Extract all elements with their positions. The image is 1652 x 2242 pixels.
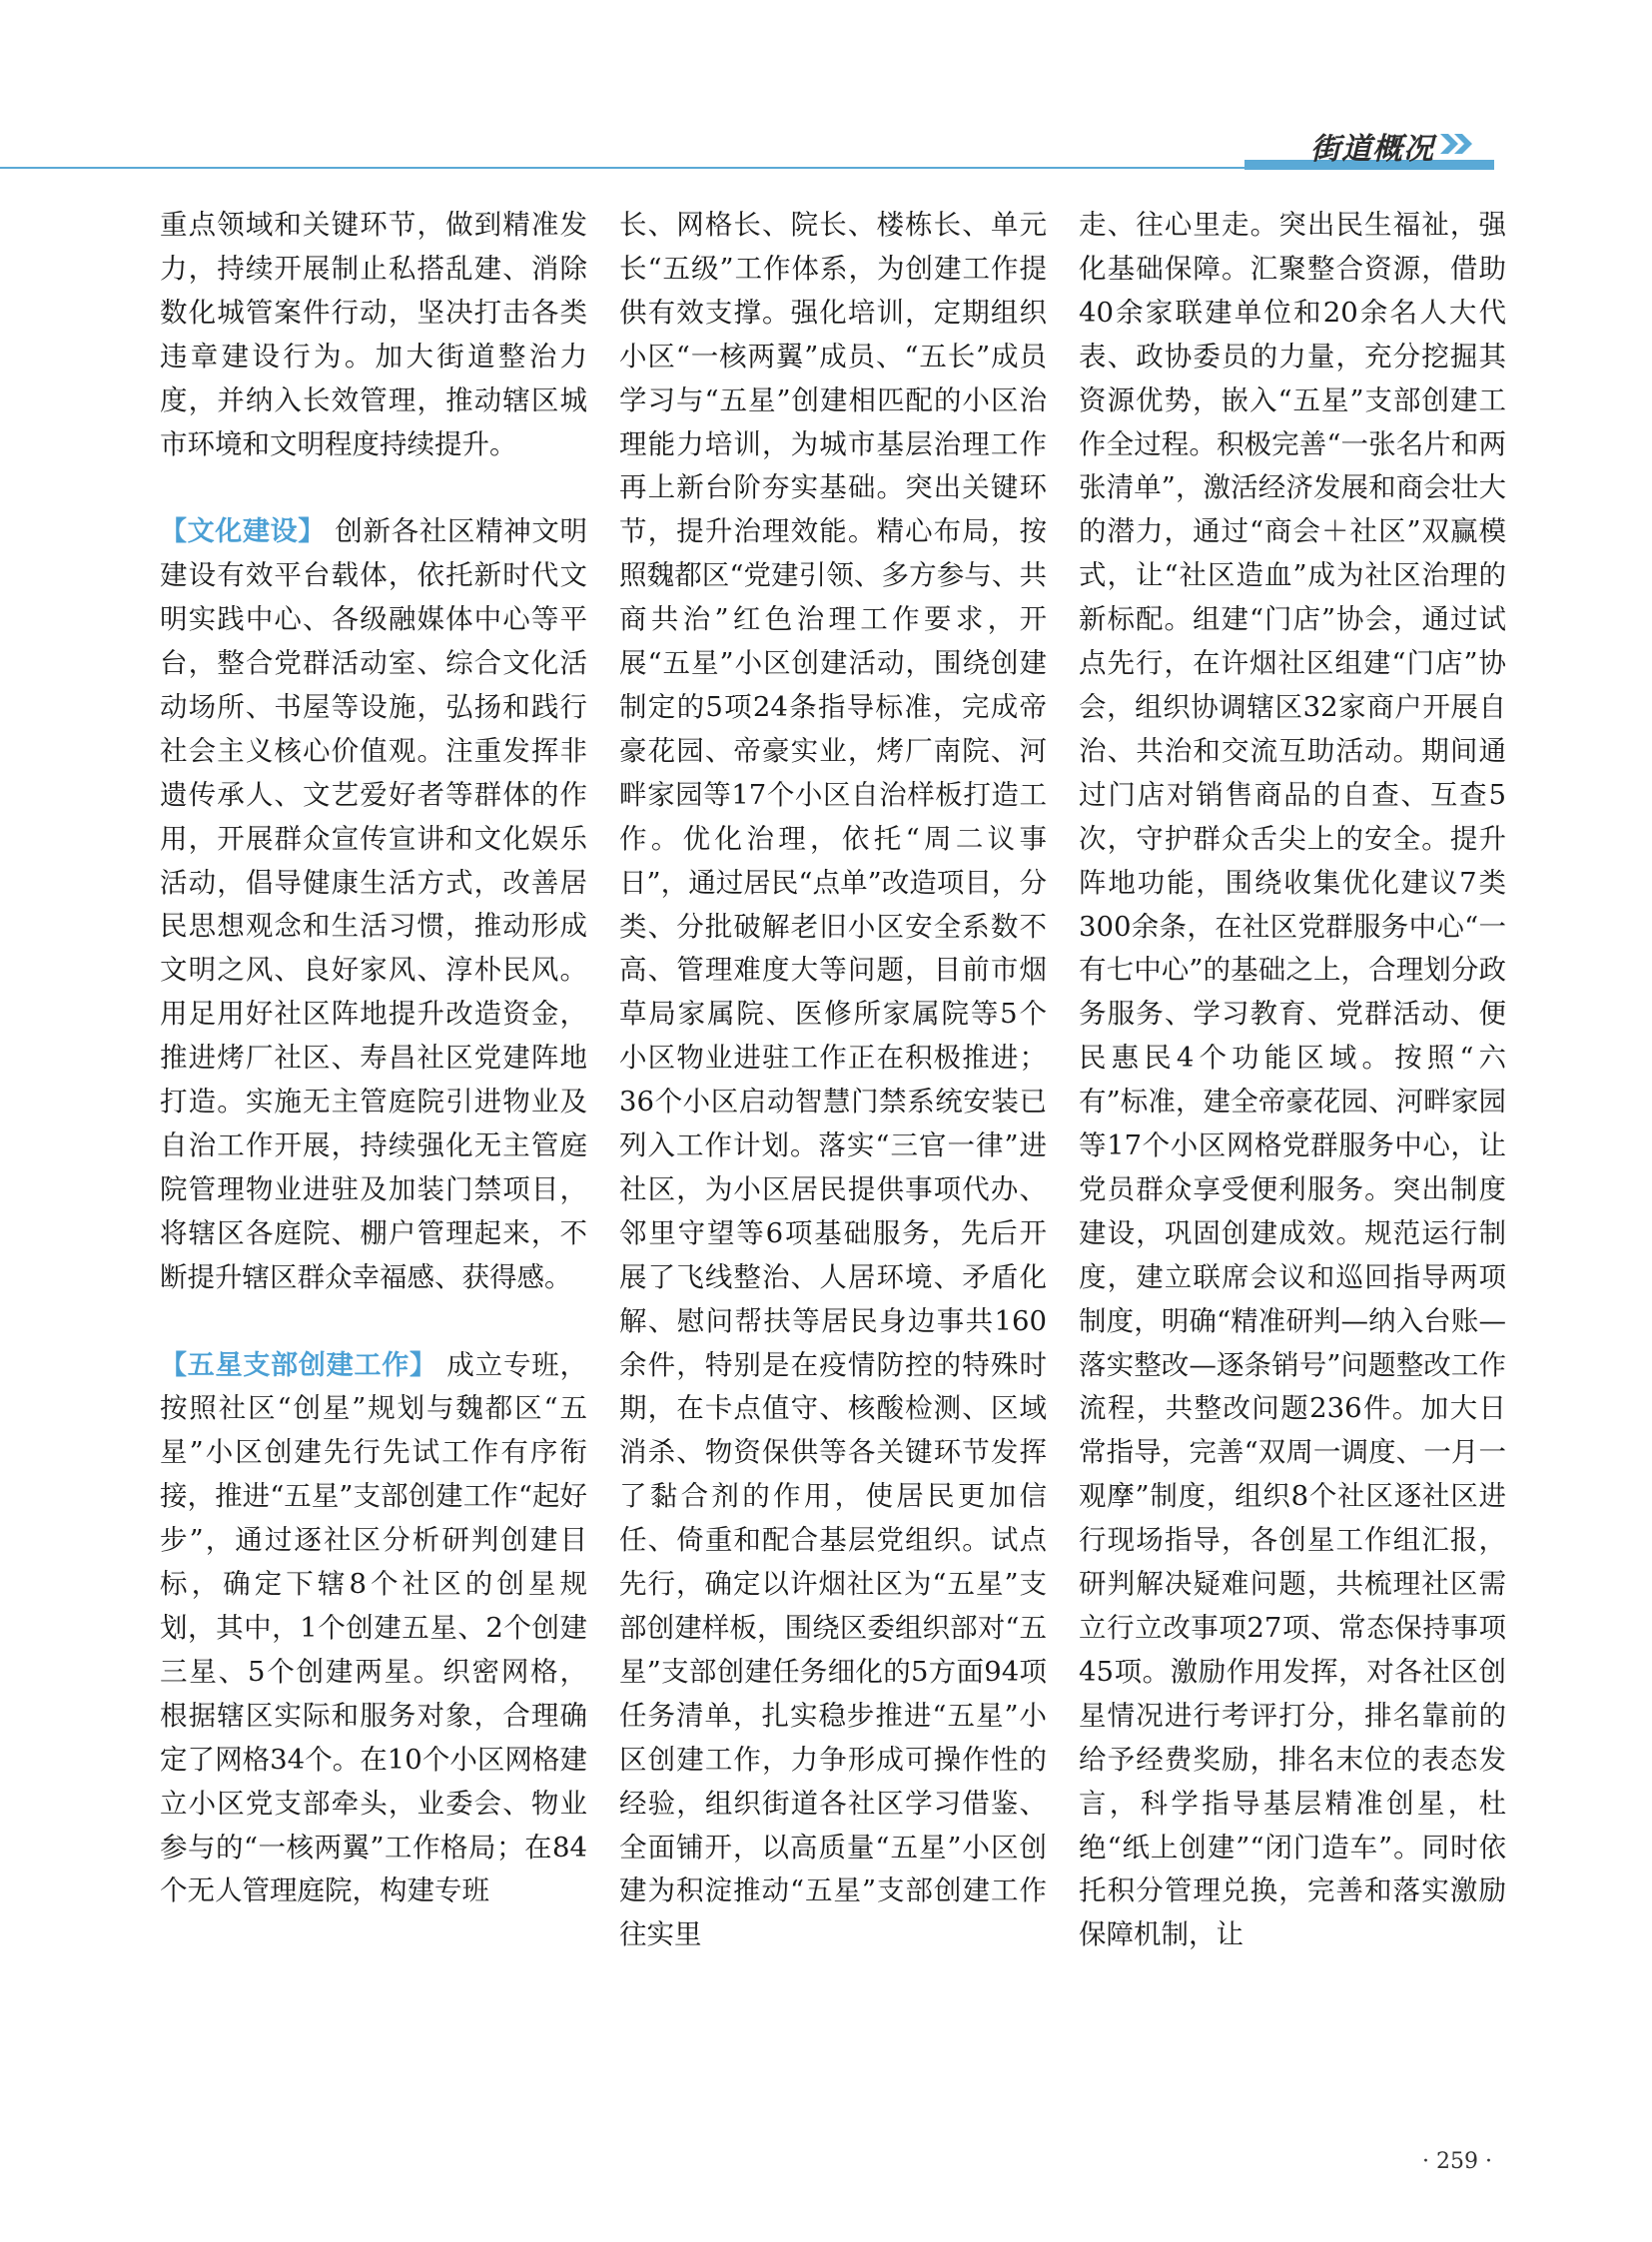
paragraph-urban-management: 重点领域和关键环节，做到精准发力，持续开展制止私搭乱建、消除数化城管案件行动，坚决打击各类违章建设行为。加大街道整治力度，并纳入长效管理，推动辖区城市环境和文明程度持续提升。 [160,209,587,460]
fivestar-section-title: 【五星支部创建工作】 [160,1349,437,1381]
page-number: · 259 · [1422,2149,1492,2174]
culture-text: 创新各社区精神文明建设有效平台载体，依托新时代文明实践中心、各级融媒体中心等平台，整合党群活动室、综合文化活动场所、书屋等设施，弘扬和践行社会主义核心价值观。注重发挥非遗传承人、文艺爱好者等群体的作用，开展群众宣传宣讲和文化娱乐活动，倡导健康生活方式，改善居民思想观念和生活习惯，推动形成文明之风、良好家风、淳朴民风。用足用好社区阵地提升改造资金，推进烤厂社区、寿昌社区党建阵地打造。实施无主管庭院引进物业及自治工作开展，持续强化无主管庭院管理物业进驻及加装门禁项目，将辖区各庭院、棚户管理起来，不断提升辖区群众幸福感、获得感。 [160,515,588,1293]
double-chevron-right-icon [1438,132,1478,156]
column-1 [160,204,587,1913]
paragraph-col3: 走、往心里走。突出民生福祉，强化基础保障。汇聚整合资源，借助40余家联建单位和20余名人大代表、政协委员的力量，充分挖掘其资源优势，嵌入“五星”支部创建工作全过程。积极完善“一张名片和两张清单”，激活经济发展和商会壮大的潜力，通过“商会＋社区”双赢模式，让“社区造血”成为社区治理的新标配。组建“门店”协会，通过试点先行，在许烟社区组建“门店”协会，组织协调辖区32家商户开展自治、共治和交流互助活动。期间通过门店对销售商品的自查、互查5次，守护群众舌尖上的安全。提升阵地功能，围绕收集优化建议7类300余条，在社区党群服务中心“一有七中心”的基础之上，合理划分政务服务、学习教育、党群活动、便民惠民4个功能区域。按照“六有”标准，建全帝豪花园、河畔家园等17个小区网格党群服务中心，让党员群众享受便利服务。突出制度建设，巩固创建成效。规范运行制度，建立联席会议和巡回指导两项制度，明确“精准研判—纳入台账—落实整改—逐条销号”问题整改工作流程，共整改问题236件。加大日常指导，完善“双周一调度、一月一观摩”制度，组织8个社区逐社区进行现场指导，各创星工作组汇报，研判解决疑难问题，共梳理社区需立行立改事项27项、常态保持事项45项。激励作用发挥，对各社区创星情况进行考评打分，排名靠前的给予经费奖励，排名末位的表态发言，科学指导基层精准创星，杜绝“纸上创建”“闭门造车”。同时依托积分管理兑换，完善和落实激励保障机制，让 [1079,209,1506,1951]
column-3 [1079,204,1506,1957]
paragraph-culture [160,510,587,1299]
section-title: 街道概况 [1310,132,1434,167]
culture-section-title: 【文化建设】 [160,516,326,548]
paragraph-col2: 长、网格长、院长、楼栋长、单元长“五级”工作体系，为创建工作提供有效支撑。强化培训，定期组织小区“一核两翼”成员、“五长”成员学习与“五星”创建相匹配的小区治理能力培训，为城市基层治理工作再上新台阶夯实基础。突出关键环节，提升治理效能。精心布局，按照魏都区“党建引领、多方参与、共商共治”红色治理工作要求，开展“五星”小区创建活动，围绕创建制定的5项24条指导标准，完成帝豪花园、帝豪实业，烤厂南院、河畔家园等17个小区自治样板打造工作。优化治理，依托“周二议事日”，通过居民“点单”改造项目，分类、分批破解老旧小区安全系数不高、管理难度大等问题，目前市烟草局家属院、医修所家属院等5个小区物业进驻工作正在积极推进；36个小区启动智慧门禁系统安装已列入工作计划。落实“三官一律”进社区，为小区居民提供事项代办、邻里守望等6项基础服务，先后开展了飞线整治、人居环境、矛盾化解、慰问帮扶等居民身边事共160余件，特别是在疫情防控的特殊时期，在卡点值守、核酸检测、区域消杀、物资保供等各关键环节发挥了黏合剂的作用，使居民更加信任、倚重和配合基层党组织。试点先行，确定以许烟社区为“五星”支部创建样板，围绕区委组织部对“五星”支部创建任务细化的5方面94项任务清单，扎实稳步推进“五星”小区创建工作，力争形成可操作性的经验，组织街道各社区学习借鉴、全面铺开，以高质量“五星”小区创建为积淀推动“五星”支部创建工作往实里 [619,209,1047,1951]
paragraph-fivestar [160,1344,587,1914]
column-2 [619,204,1047,1957]
fivestar-text: 成立专班，按照社区“创星”规划与魏都区“五星”小区创建先行先试工作有序衔接，推进“五星”支部创建工作“起好步”，通过逐社区分析研判创建目标，确定下辖8个社区的创星规划，其中，1个创建五星、2个创建三星、5个创建两星。织密网格，根据辖区实际和服务对象，合理确定了网格34个。在10个小区网格建立小区党支部牵头，业委会、物业参与的“一核两翼”工作格局；在84个无人管理庭院，构建专班 [160,1348,588,1907]
